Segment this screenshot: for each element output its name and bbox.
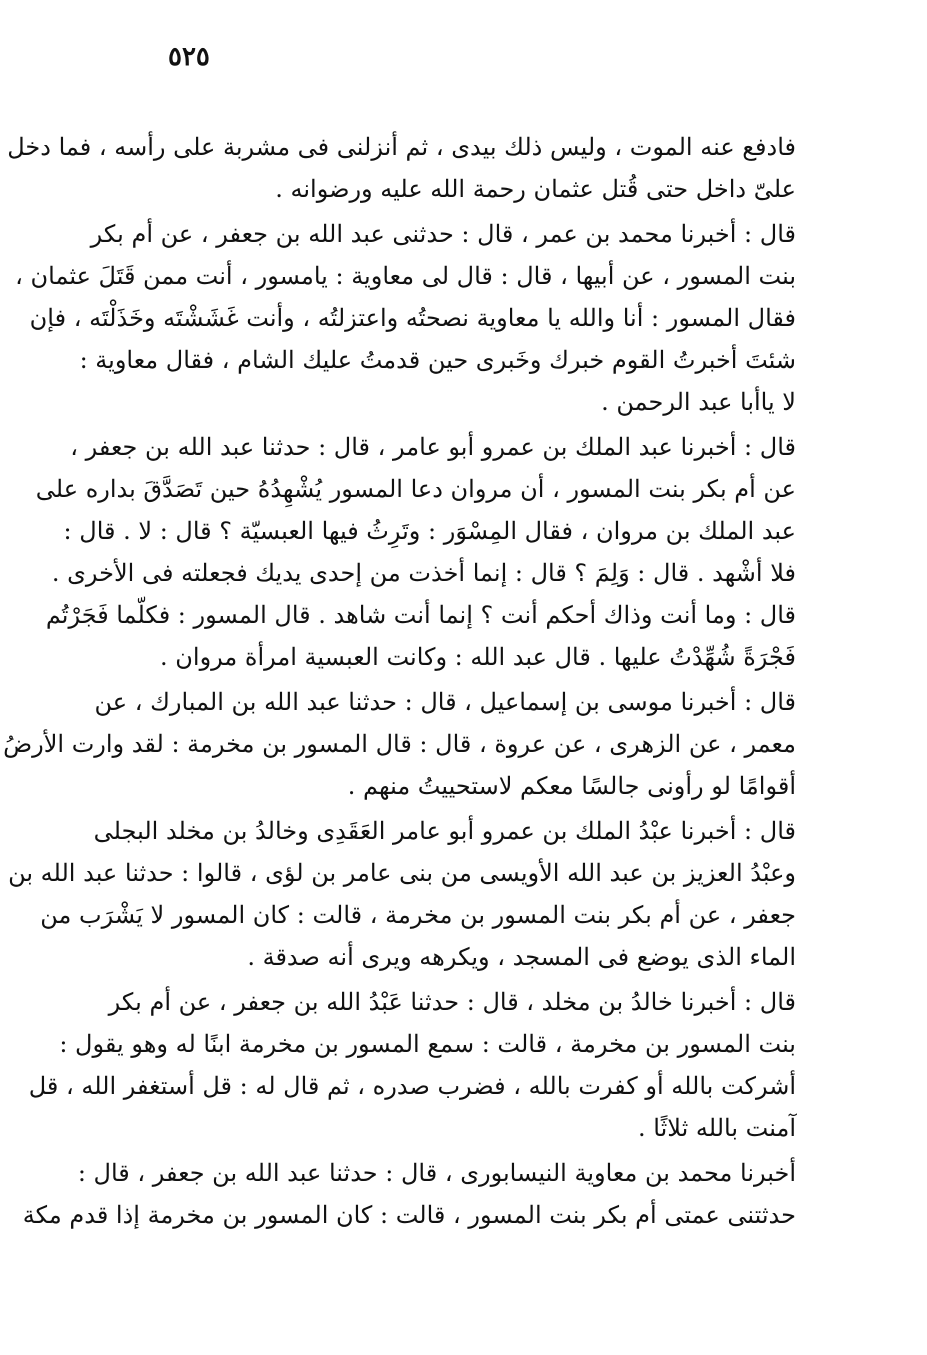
text-line: قال : أخبرنا عبْدُ الملك بن عمرو أبو عامر العَقَدِى وخالدُ بن مخلد البجلى	[93, 817, 796, 845]
paragraph-7	[22, 1152, 838, 1236]
text-line: علىّ داخل حتى قُتل عثمان رحمة الله عليه ورضوانه .	[275, 175, 796, 203]
text-line: فلا أشْهد . قال : وَلِمَ ؟ قال : إنما أخذت من إحدى يديك فجعلته فى الأخرى .	[51, 559, 796, 587]
text-line: آمنت بالله ثلاثًا .	[638, 1114, 796, 1142]
text-line: قال : أخبرنا موسى بن إسماعيل ، قال : حدثنا عبد الله بن المبارك ، عن	[94, 688, 796, 716]
body-text	[3, 126, 838, 1239]
text-line: قال : أخبرنا عبد الملك بن عمرو أبو عامر ، قال : حدثنا عبد الله بن جعفر ،	[70, 433, 796, 461]
text-line: شئتَ أخبرتُ القوم خبرك وخَبرى حين قدمتُ عليك الشام ، فقال معاوية :	[79, 346, 796, 374]
text-line: لا ياأبا عبد الرحمن .	[601, 388, 796, 416]
text-line: عبد الملك بن مروان ، فقال المِسْوَر : وتَرِثُ فيها العبسيّة ؟ قال : لا . قال :	[63, 517, 796, 545]
text-line: معمر ، عن الزهرى ، عن عروة ، قال : قال المسور بن مخرمة : لقد وارت الأرضُ	[3, 730, 796, 758]
text-line: قال : أخبرنا خالدُ بن مخلد ، قال : حدثنا عَبْدُ الله بن جعفر ، عن أم بكر	[108, 988, 796, 1016]
text-line: حدثتنى عمتى أم بكر بنت المسور ، قالت : كان المسور بن مخرمة إذا قدم مكة	[22, 1201, 796, 1229]
text-line: جعفر ، عن أم بكر بنت المسور بن مخرمة ، قالت : كان المسور لا يَشْرَب من	[40, 901, 796, 929]
paragraph-3	[35, 426, 838, 678]
paragraph-6	[28, 981, 838, 1149]
text-line: قال : أخبرنا محمد بن عمر ، قال : حدثنى عبد الله بن جعفر ، عن أم بكر	[90, 220, 796, 248]
paragraph-4	[3, 681, 838, 807]
paragraph-2	[15, 213, 838, 423]
paragraph-5	[8, 810, 838, 978]
text-line: أقوامًا لو رأونى جالسًا معكم لاستحييتُ منهم .	[347, 772, 796, 800]
page-number: ٥٢٥	[168, 42, 210, 72]
text-line: بنت المسور ، عن أبيها ، قال : قال لى معاوية : يامسور ، أنت ممن قَتَلَ عثمان ،	[15, 262, 796, 290]
text-line: وعبْدُ العزيز بن عبد الله الأويسى من بنى عامر بن لؤى ، قالوا : حدثنا عبد الله بن	[8, 859, 796, 887]
text-line: بنت المسور بن مخرمة ، قالت : سمع المسور بن مخرمة ابنًا له وهو يقول :	[59, 1030, 796, 1058]
text-line: فَجْرَةً شُهِّدْتُ عليها . قال عبد الله : وكانت العبسية امرأة مروان .	[160, 643, 796, 671]
text-line: قال : وما أنت وذاك أحكم أنت ؟ إنما أنت شاهد . قال المسور : فكلّما فَجَرْتُم	[45, 601, 796, 629]
text-line: فادفع عنه الموت ، وليس ذلك بيدى ، ثم أنزلنى فى مشربة على رأسه ، فما دخل	[7, 133, 796, 161]
paragraph-1	[7, 126, 838, 210]
text-line: فقال المسور : أنا والله يا معاوية نصحتُه واعتزلتُه ، وأنت غَشَشْتَه وخَذَلْتَه ، فإن	[29, 304, 796, 332]
text-line: أخبرنا محمد بن معاوية النيسابورى ، قال : حدثنا عبد الله بن جعفر ، قال :	[77, 1159, 796, 1187]
text-line: عن أم بكر بنت المسور ، أن مروان دعا المسور يُشْهِدُهُ حين تَصَدَّقَ بداره على	[35, 475, 796, 503]
text-line: أشركت بالله أو كفرت بالله ، فضرب صدره ، ثم قال له : قل أستغفر الله ، قل	[28, 1072, 796, 1100]
text-line: الماء الذى يوضع فى المسجد ، ويكرهه ويرى أنه صدقة .	[247, 943, 796, 971]
